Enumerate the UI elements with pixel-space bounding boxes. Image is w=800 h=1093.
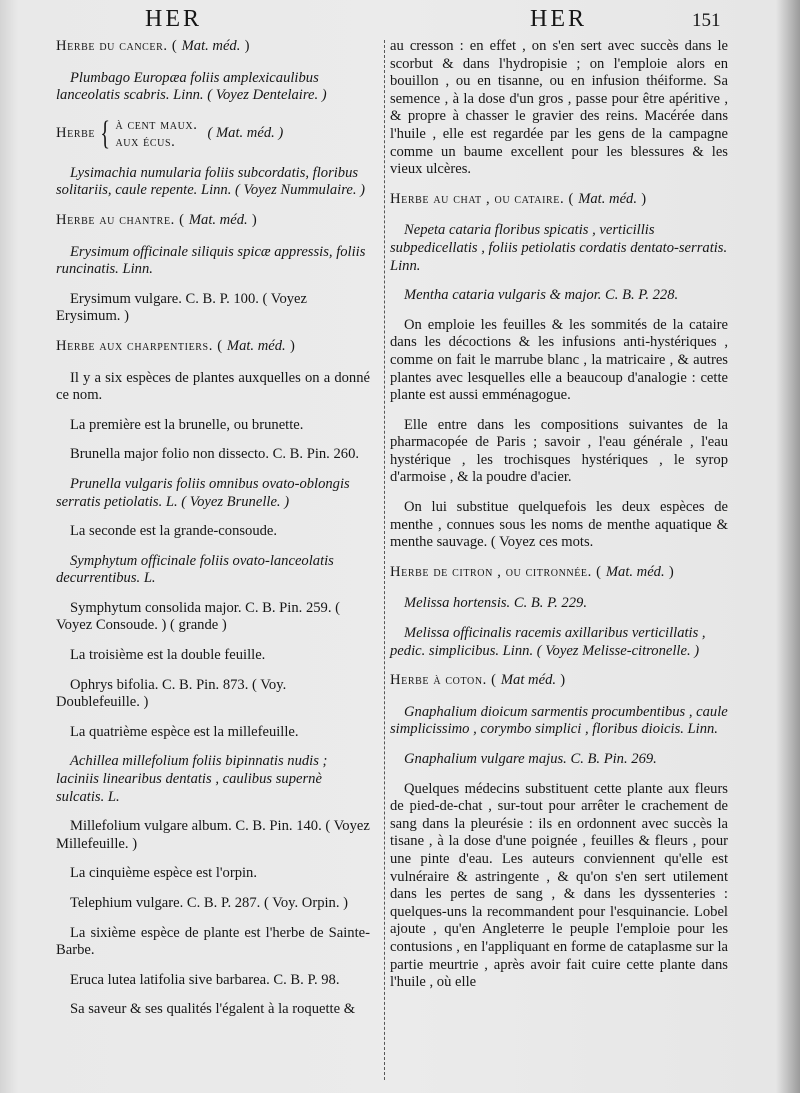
materia-medica-label: Mat. méd. [181, 38, 241, 54]
entry-paragraph: Gnaphalium vulgare majus. C. B. Pin. 269. [404, 751, 657, 767]
entry-paragraph: Quelques médecins substituent cette plante aux fleurs de pied-de-chat , sur-tout pour arrêter le crachement de sang dans la pleurésie : ils en ordonnent avec succès la tisane , à la dose d'une poignée , feuilles & fleurs , pour une pinte d'eau. Les auteurs conviennent qu'elle est vulnéraire & astringente , & qu'on s'en sert utilement dans les pertes de sang , & dans les dyssenteries : quelques-uns la recommandent pour l'esquinancie. Lobel ajoute , qu'en Angleterre le peuple l'emploie pour les contusions , en l'appliquant en forme de cataplasme sur la partie meurtrie , après avoir fait cuire cette plante dans l'huile , où elle [390, 780, 728, 991]
entry-paragraph: Gnaphalium dioicum sarmentis procumbentibus , caule simplicissimo , corymbo simplici , floribus dioicis. Linn. [390, 703, 728, 738]
entry-paragraph: La quatrième espèce est la millefeuille. [70, 723, 299, 740]
entry-heading-text: Herbe au chantre. ( [56, 211, 189, 228]
entry-paragraph: Erysimum officinale siliquis spicæ appressis, foliis runcinatis. Linn. [56, 243, 366, 278]
entry-paragraph: Erysimum vulgare. C. B. P. 100. ( Voyez Erysimum. ) [56, 290, 308, 325]
left-column [56, 38, 370, 1031]
entry-heading-close: ) [285, 337, 296, 354]
entry-paragraph: Nepeta cataria floribus spicatis , verticillis subpedicellatis , foliis petiolatis cordatis dentato-serratis. Linn. [390, 222, 728, 274]
entry-paragraph: Eruca lutea latifolia sive barbarea. C. B. P. 98. [70, 971, 340, 988]
entry-paragraph: Telephium vulgare. C. B. P. 287. ( Voy. Orpin. ) [70, 895, 348, 911]
entry-heading-text: Herbe au chat , ou cataire. ( [390, 190, 579, 207]
entry-paragraph: Melissa officinalis racemis axillaribus verticillatis , pedic. simplicibus. Linn. ( Voyez Melisse-citronelle. ) [390, 625, 706, 659]
entry-paragraph: Prunella vulgaris foliis omnibus ovato-oblongis serratis petiolatis. L. ( Voyez Brunelle. ) [56, 475, 350, 510]
entry-paragraph: Ophrys bifolia. C. B. Pin. 873. ( Voy. Doublefeuille. ) [56, 676, 287, 711]
entry-paragraph: Sa saveur & ses qualités l'égalent à la roquette & [70, 1001, 356, 1018]
entry-paragraph: La première est la brunelle, ou brunette. [70, 416, 304, 433]
entry-heading-text: Herbe du cancer. ( [56, 38, 182, 54]
entry-heading-text: Herbe à coton. ( [390, 672, 501, 689]
materia-medica-label: Mat. méd. [578, 190, 637, 207]
materia-medica-label: Mat méd. [500, 672, 557, 689]
entry-heading [56, 338, 370, 356]
entry-paragraph: Lysimachia numularia foliis subcordatis, floribus solitariis, caule repente. Linn. ( Voyez Nummulaire. ) [56, 164, 365, 199]
right-column [390, 38, 728, 1004]
brace-items [115, 117, 197, 151]
entry-heading [390, 672, 728, 690]
entry-paragraph: Millefolium vulgare album. C. B. Pin. 140. ( Voyez Millefeuille. ) [56, 818, 370, 852]
materia-medica-label: Mat. méd. [226, 337, 286, 354]
entry-paragraph: La sixième espèce de plante est l'herbe de Sainte-Barbe. [56, 924, 370, 959]
brace-heading-word: Herbe [56, 124, 96, 141]
entry-heading-close: ) [556, 672, 566, 689]
entry-paragraph: Plumbago Europæa foliis amplexicaulibus lanceolatis scabris. Linn. ( Voyez Dentelaire. ) [56, 69, 327, 104]
entry-heading [56, 212, 370, 230]
entry-heading-close: ) [637, 190, 647, 207]
column-divider [384, 40, 385, 1080]
entry-paragraph: On lui substitue quelquefois les deux espèces de menthe , connues sous les noms de menthe aquatique & menthe sauvage. ( Voyez ces mots. [390, 499, 728, 551]
entry-heading-close: ) [240, 38, 251, 54]
entry-paragraph: Achillea millefolium foliis bipinnatis nudis ; laciniis linearibus dentatis , caulibus supernè sulcatis. L. [56, 753, 328, 805]
brace-item: à cent maux. [115, 116, 198, 133]
materia-medica-label: Mat. méd. [188, 211, 248, 228]
page-number: 151 [692, 10, 721, 31]
running-header-right: HER [530, 6, 587, 32]
entry-heading-close: ) [664, 563, 675, 580]
entry-heading-text: Herbe aux charpentiers. ( [56, 337, 227, 354]
entry-paragraph: La seconde est la grande-consoude. [70, 523, 278, 540]
entry-heading-brace [56, 114, 370, 152]
entry-paragraph: On emploie les feuilles & les sommités de la cataire dans les décoctions & les infusions anti-hystériques , comme on fait le marrube blanc , la matricaire , & autres plantes avec lesquelles elle a beaucoup d'analogie : cette plante est aussi emménagogue. [390, 316, 728, 404]
entry-paragraph: La troisième est la double feuille. [70, 647, 266, 664]
materia-medica-label: Mat. méd. [605, 563, 665, 580]
entry-paragraph: Il y a six espèces de plantes auxquelles on a donné ce nom. [56, 369, 370, 404]
entry-heading [390, 564, 728, 582]
entry-paragraph: au cresson : en effet , on s'en sert avec succès dans le scorbut & dans l'hydropisie ; on l'emploie alors en bouillon , ou en tisanne, ou en infusion théiforme. Sa semence , à la dose d'un gros , passe pour être apéritive , & propre à chasser le gravier des reins. Macérée dans l'huile , elle est regardée par les gens de la campagne comme un baume excellent pour les blessures & les vieux ulcères. [390, 38, 728, 178]
brace-item: aux écus. [115, 133, 176, 150]
entry-heading-close: ) [247, 211, 258, 228]
brace-materia-medica: ( Mat. méd. ) [207, 124, 284, 141]
entry-paragraph: Mentha cataria vulgaris & major. C. B. P. 228. [404, 287, 679, 304]
entry-heading [56, 38, 370, 56]
brace-symbol: { [100, 114, 111, 152]
entry-paragraph: Melissa hortensis. C. B. P. 229. [404, 595, 587, 612]
running-header-left: HER [145, 6, 202, 32]
entry-paragraph: Brunella major folio non dissecto. C. B. Pin. 260. [70, 446, 360, 463]
entry-heading [390, 191, 728, 209]
entry-paragraph: Elle entre dans les compositions suivantes de la pharmacopée de Paris ; savoir , l'eau générale , l'eau hystérique , les trochisques hystériques , le syrop d'armoise , & la poudre d'acier. [390, 416, 728, 486]
entry-paragraph: La cinquième espèce est l'orpin. [70, 865, 258, 882]
entry-heading-text: Herbe de citron , ou citronnée. ( [390, 563, 606, 580]
entry-paragraph: Symphytum consolida major. C. B. Pin. 259. ( Voyez Consoude. ) ( grande ) [56, 599, 340, 634]
entry-paragraph: Symphytum officinale foliis ovato-lanceolatis decurrentibus. L. [56, 552, 334, 587]
